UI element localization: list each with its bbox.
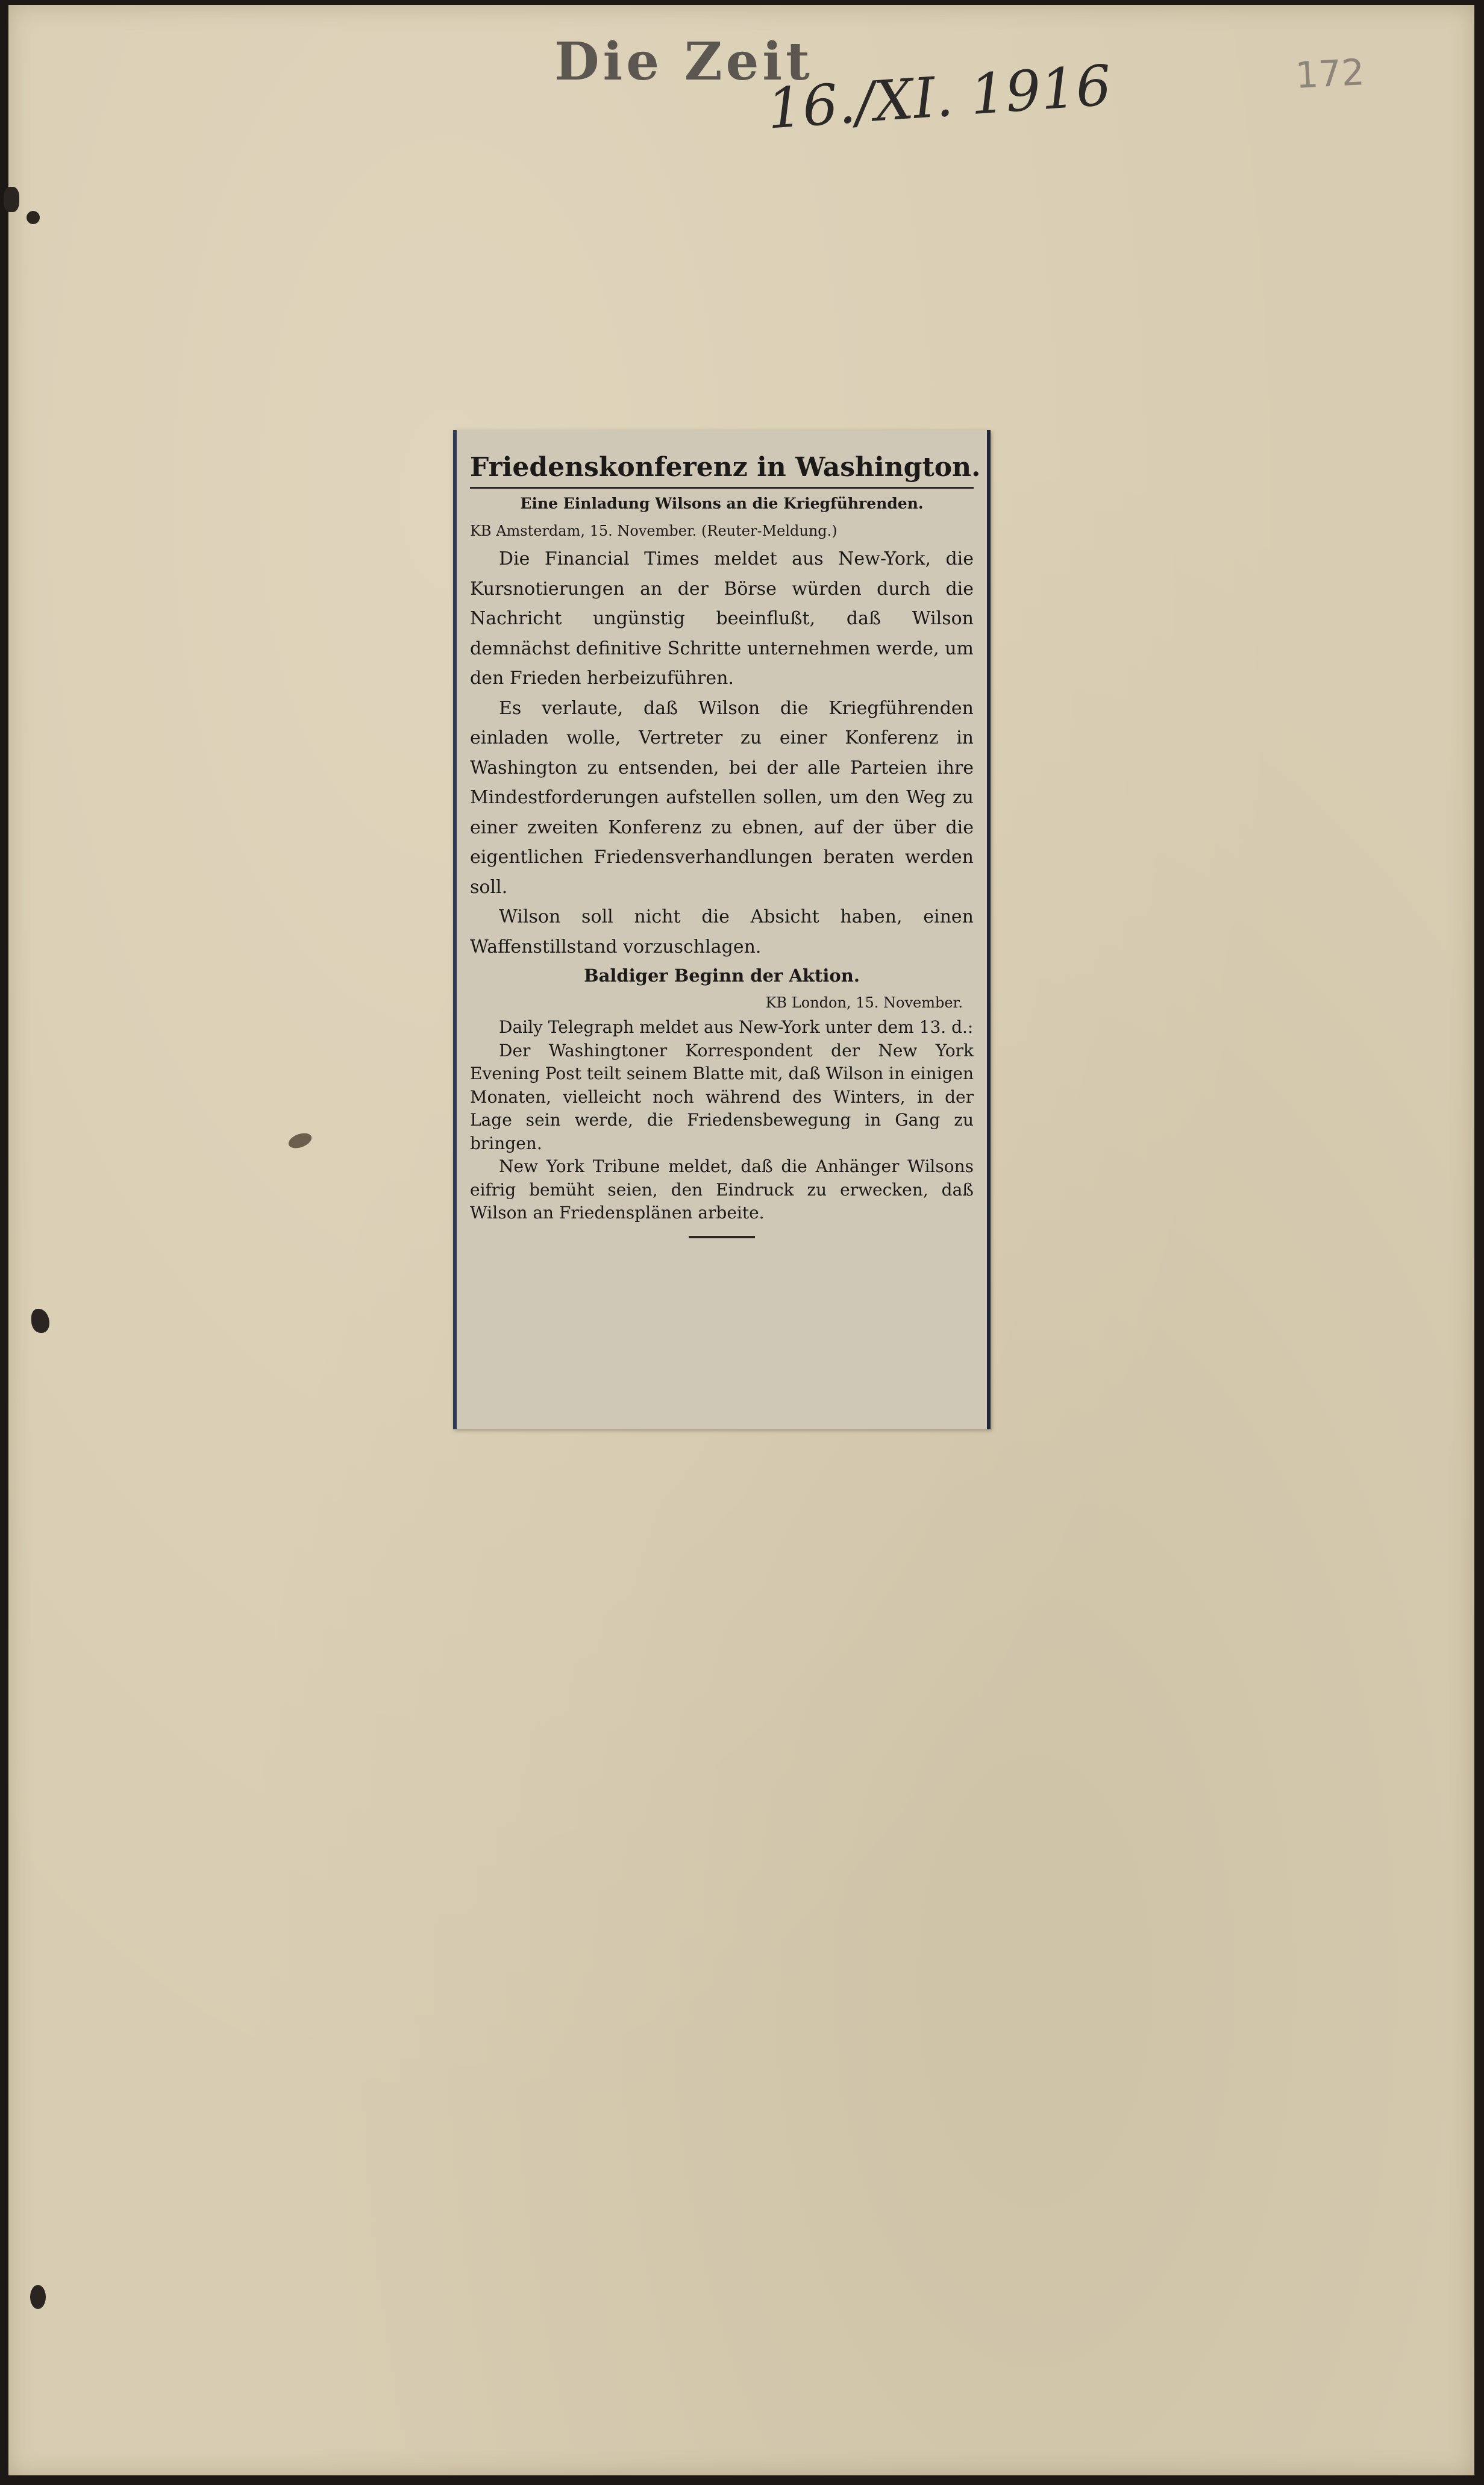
end-rule — [689, 1236, 755, 1238]
article-paragraph: Es verlaute, daß Wilson die Kriegführenden einladen wolle, Vertreter zu einer Konferenz in Washington zu entsenden, bei der alle Parteien ihre Mindestforderungen aufstellen sollen, um den Weg zu einer zweiten Konferenz zu ebnen, auf der über die eigentlichen Friedensverhandlungen beraten werden soll. — [470, 697, 974, 898]
section-dateline: KB London, 15. November. — [765, 994, 963, 1011]
article-subtitle: Eine Einladung Wilsons an die Kriegführenden. — [520, 495, 924, 512]
article-paragraph: Der Washingtoner Korrespondent der New York Evening Post teilt seinem Blatte mit, daß Wilson in einigen Monaten, vielleicht noch während des Winters, in der Lage sein werde, die Friedensbewegung in Gang zu bringen. — [470, 1040, 974, 1153]
punch-hole-icon — [30, 2285, 46, 2309]
section-heading: Baldiger Beginn der Aktion. — [584, 965, 860, 986]
newspaper-clipping — [453, 430, 991, 1429]
handwritten-date: 16./XI. 1916 — [765, 53, 1113, 142]
punch-hole-icon — [27, 211, 40, 224]
article-title: Friedenskonferenz in Washington. — [470, 448, 974, 489]
article-dateline: KB Amsterdam, 15. November. (Reuter-Meldung.) — [470, 522, 837, 539]
newspaper-stamp: Die Zeit — [554, 31, 813, 92]
article-paragraph: New York Tribune meldet, daß die Anhänger Wilsons eifrig bemüht seien, den Eindruck zu erwecken, daß Wilson an Friedensplänen arbeite. — [470, 1156, 974, 1223]
article-paragraph: Die Financial Times meldet aus New-York, die Kursnotierungen an der Börse würden durch die Nachricht ungünstig beeinflußt, daß Wilson demnächst definitive Schritte unternehmen werde, um den Frieden herbeizuführen. — [470, 548, 974, 689]
article-paragraph: Wilson soll nicht die Absicht haben, einen Waffenstillstand vorzuschlagen. — [470, 906, 974, 957]
article-paragraph: Daily Telegraph meldet aus New-York unter dem 13. d.: — [499, 1017, 974, 1037]
punch-hole-icon — [4, 187, 19, 212]
folio-number: 172 — [1294, 51, 1366, 97]
